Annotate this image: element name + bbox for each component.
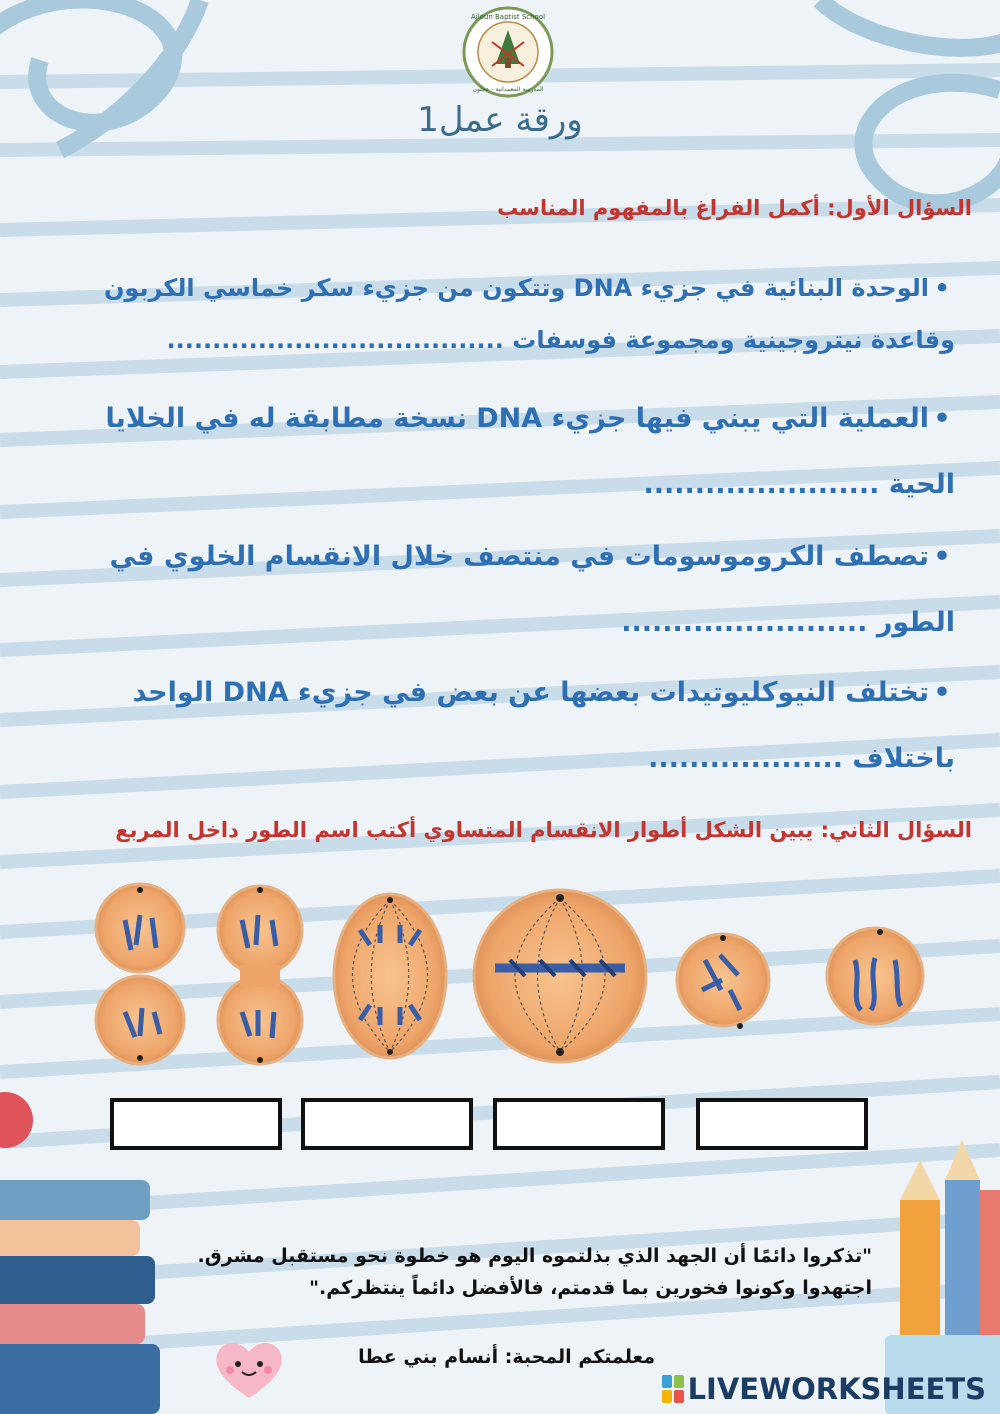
quote-line-2: اجتهدوا وكونوا فخورين بما قدمتم، فالأفضل دائماً ينتظركم."	[309, 1277, 872, 1299]
brand-text: LIVEWORKSHEETS	[687, 1372, 986, 1406]
cell-anaphase	[334, 894, 446, 1058]
answer-box-3[interactable]	[493, 1098, 665, 1150]
cell-prophase	[677, 934, 769, 1029]
bullet-icon: •	[934, 274, 950, 302]
question1-item-4	[105, 660, 955, 792]
item1-line1: الوحدة البنائية في جزيء DNA وتتكون من جزيء سكر خماسي الكربون	[103, 274, 929, 302]
answer-box-1[interactable]	[110, 1098, 282, 1150]
item1-line2: وقاعدة نيتروجينية ومجموعة فوسفات .....................................	[166, 326, 955, 354]
answer-box-2[interactable]	[301, 1098, 473, 1150]
heart-face-icon	[212, 1338, 286, 1402]
question1-item-2	[105, 386, 955, 518]
question1-item-3	[105, 524, 955, 656]
answer-box-4[interactable]	[696, 1098, 868, 1150]
cell-metaphase	[474, 890, 646, 1062]
teacher-signature: معلمتكم المحبة: أنسام بني عطا	[358, 1346, 655, 1368]
question1-heading: السؤال الأول: أكمل الفراغ بالمفهوم المناسب	[497, 196, 972, 220]
bullet-icon: •	[933, 541, 951, 572]
cell-telophase	[96, 884, 184, 1064]
item3-line1: تصطف الكروموسومات في منتصف خلال الانقسام الخلوي في	[109, 541, 929, 572]
motivational-quote	[198, 1240, 872, 1304]
question2-heading: السؤال الثاني: يبين الشكل أطوار الانقسام المتساوي أكتب اسم الطور داخل المربع	[115, 818, 972, 842]
bullet-icon: •	[933, 677, 951, 708]
item4-line1: تختلف النيوكليوتيدات بعضها عن بعض في جزيء DNA الواحد	[132, 677, 929, 708]
mitosis-phases-figure	[90, 880, 940, 1080]
worksheet-title: ورقة عمل1	[417, 100, 583, 140]
item2-line1: العملية التي يبني فيها جزيء DNA نسخة مطابقة له في الخلايا	[105, 403, 929, 434]
school-logo	[462, 6, 554, 98]
item2-line2: الحية .......................	[643, 469, 955, 500]
logo-text-bottom: المدرسة المعمدانية - عجلون	[472, 86, 544, 93]
item3-line2: الطور ........................	[621, 607, 955, 638]
cell-cytokinesis	[218, 886, 302, 1064]
cell-interphase	[827, 928, 923, 1024]
logo-text-top: Ajloun Baptist School	[470, 13, 546, 21]
bullet-icon: •	[933, 403, 951, 434]
item4-line2: باختلاف ...................	[648, 743, 955, 774]
quote-line-1: "تذكروا دائمًا أن الجهد الذي بذلتموه اليوم هو خطوة نحو مستقبل مشرق.	[197, 1245, 872, 1267]
liveworksheets-brand	[662, 1372, 986, 1406]
question1-item-1	[105, 262, 955, 366]
liveworksheets-logo-icon	[662, 1375, 684, 1403]
